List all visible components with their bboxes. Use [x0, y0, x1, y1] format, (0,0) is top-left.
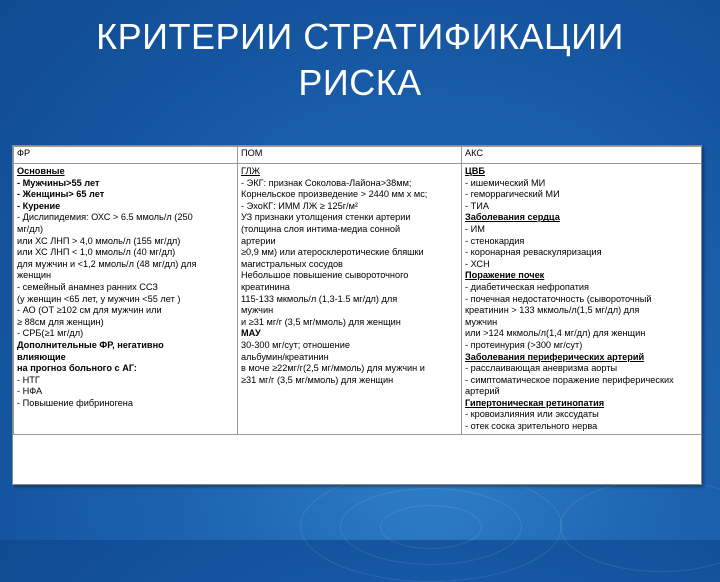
cell-line: мужчин: [241, 305, 274, 316]
cell-line: Дополнительные ФР, негативно: [17, 339, 164, 350]
cell-line: влияющие: [17, 351, 66, 362]
slide-title: [0, 14, 720, 106]
cell-line: креатинин > 133 мкмоль/л(1,5 мг/дл) для: [465, 305, 640, 316]
cell-line: - Повышение фибриногена: [17, 397, 133, 408]
cell-line: ≥ 88см для женщин): [17, 316, 104, 327]
cell-line: альбумин/креатинин: [241, 351, 329, 362]
cell-associated-clinical-conditions: [462, 164, 703, 435]
header-target-organ-damage: ПОМ: [238, 147, 462, 164]
cell-line: - кровоизлияния или экссудаты: [465, 409, 599, 420]
cell-line: - геморрагический МИ: [465, 189, 560, 200]
cell-line: Поражение почек: [465, 270, 545, 281]
slide-title-line-2: РИСКА: [298, 62, 422, 103]
cell-line: Заболевания сердца: [465, 212, 560, 223]
cell-line: или ХС ЛНП < 1,0 ммоль/л (40 мг/дл): [17, 247, 176, 258]
cell-line: - ЭКГ: признак Соколова-Лайона>38мм;: [241, 177, 412, 188]
cell-line: для мужчин и <1,2 ммоль/л (48 мг/дл) для: [17, 258, 197, 269]
cell-target-organ-damage: [238, 164, 462, 435]
cell-line: - протеинурия (>300 мг/сут): [465, 339, 583, 350]
cell-line: - СРБ(≥1 мг/дл): [17, 328, 84, 339]
header-risk-factors: ФР: [14, 147, 238, 164]
cell-line: УЗ признаки утолщения стенки артерии: [241, 212, 411, 223]
cell-line: - НФА: [17, 386, 43, 397]
table-header-row: [14, 147, 703, 164]
cell-line: МАУ: [241, 328, 261, 339]
table-row: [14, 164, 703, 435]
cell-line: ≥0,9 мм) или атеросклеротические бляшки: [241, 247, 424, 258]
slide-title-line-1: КРИТЕРИИ СТРАТИФИКАЦИИ: [96, 16, 624, 57]
cell-line: - Курение: [17, 200, 61, 211]
cell-line: - стенокардия: [465, 235, 525, 246]
cell-line: (толщина слоя интима-медиа сонной: [241, 223, 401, 234]
cell-line: или ХС ЛНП > 4,0 ммоль/л (155 мг/дл): [17, 235, 181, 246]
header-associated-clinical-conditions: АКС: [462, 147, 703, 164]
risk-criteria-table-image: [12, 145, 702, 485]
cell-line: - коронарная реваскуляризация: [465, 247, 602, 258]
cell-risk-factors: [14, 164, 238, 435]
cell-line: - ишемический МИ: [465, 177, 546, 188]
cell-line: 115-133 мкмоль/л (1,3-1.5 мг/дл) для: [241, 293, 398, 304]
cell-line: женщин: [17, 270, 52, 281]
cell-line: на прогноз больного с АГ:: [17, 363, 137, 374]
cell-line: Заболевания периферических артерий: [465, 351, 645, 362]
risk-criteria-table: [13, 146, 702, 435]
cell-line: - расслаивающая аневризма аорты: [465, 363, 618, 374]
cell-line: - почечная недостаточность (сывороточный: [465, 293, 652, 304]
cell-line: (у женщин <65 лет, у мужчин <55 лет ): [17, 293, 181, 304]
cell-line: или >124 мкмоль/л(1,4 мг/дл) для женщин: [465, 328, 646, 339]
cell-line: артерий: [465, 386, 500, 397]
cell-line: - ИМ: [465, 223, 485, 234]
cell-line: - симптоматическое поражение периферических: [465, 374, 674, 385]
cell-line: - ЭхоКГ: ИММ ЛЖ ≥ 125г/м²: [241, 200, 358, 211]
background-ripple: [560, 480, 720, 572]
cell-line: - Женщины> 65 лет: [17, 189, 105, 200]
cell-line: и ≥31 мг/г (3,5 мг/ммоль) для женщин: [241, 316, 401, 327]
cell-line: ЦВБ: [465, 166, 485, 176]
cell-line: мужчин: [465, 316, 498, 327]
cell-line: - ХСН: [465, 258, 490, 269]
background-ripple: [380, 505, 482, 549]
cell-line: 30-300 мг/сут; отношение: [241, 339, 350, 350]
cell-line: ГЛЖ: [241, 166, 260, 176]
cell-line: Гипертоническая ретинопатия: [465, 397, 605, 408]
cell-line: мг/дл): [17, 223, 44, 234]
cell-line: креатинина: [241, 281, 290, 292]
cell-line: магистральных сосудов: [241, 258, 343, 269]
cell-line: ≥31 мг/г (3,5 мг/ммоль) для женщин: [241, 374, 394, 385]
cell-line: Основные: [17, 166, 65, 176]
cell-line: - семейный анамнез ранних ССЗ: [17, 281, 158, 292]
cell-line: - АО (ОТ ≥102 см для мужчин или: [17, 305, 162, 316]
cell-line: Небольшое повышение сывороточного: [241, 270, 409, 281]
cell-line: артерии: [241, 235, 276, 246]
cell-line: - диабетическая нефропатия: [465, 281, 590, 292]
cell-line: - Дислипидемия: ОХС > 6.5 ммоль/л (250: [17, 212, 193, 223]
cell-line: - отек соска зрительного нерва: [465, 421, 598, 432]
cell-line: - НТГ: [17, 374, 40, 385]
cell-line: Корнельское произведение > 2440 мм х мс;: [241, 189, 428, 200]
cell-line: - ТИА: [465, 200, 489, 211]
cell-line: - Мужчины>55 лет: [17, 177, 100, 188]
cell-line: в моче ≥22мг/г(2,5 мг/ммоль) для мужчин и: [241, 363, 425, 374]
